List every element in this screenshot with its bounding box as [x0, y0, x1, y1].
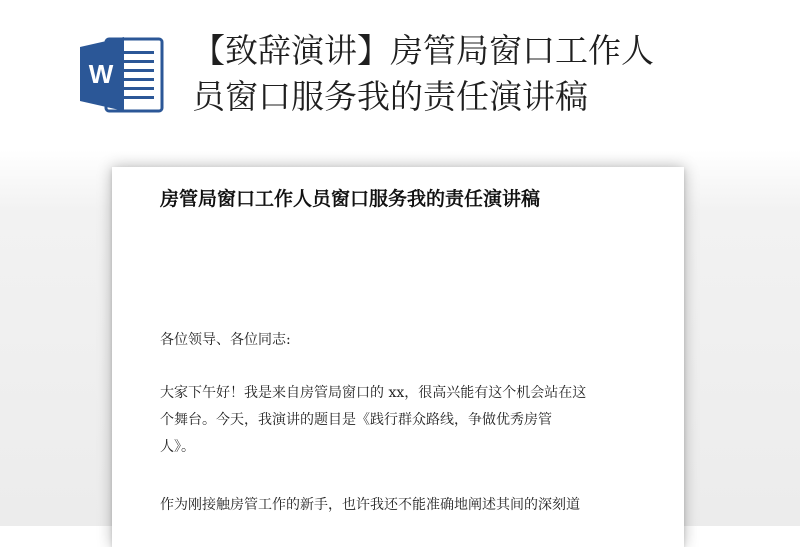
document-page [112, 167, 684, 547]
salutation: 各位领导、各位同志: [160, 332, 291, 348]
paragraph1-line1: 大家下午好！我是来自房管局窗口的 xx，很高兴能有这个机会站在这 [160, 385, 587, 401]
paragraph2-line1: 作为刚接触房管工作的新手，也许我还不能准确地阐述其间的深刻道 [160, 497, 580, 513]
page-title-line2: 员窗口服务我的责任演讲稿 [192, 77, 588, 116]
page-header [0, 0, 800, 140]
paragraph1-line3: 人》。 [160, 439, 195, 455]
document-title: 房管局窗口工作人员窗口服务我的责任演讲稿 [160, 188, 541, 210]
page-title-line1: 【致辞演讲】房管局窗口工作人 [192, 31, 654, 70]
paragraph1-line2: 个舞台。今天，我演讲的题目是《践行群众路线，争做优秀房管 [160, 412, 552, 428]
word-icon-letter: W [88, 59, 114, 89]
page-title [192, 28, 752, 120]
word-document-icon [78, 33, 164, 115]
